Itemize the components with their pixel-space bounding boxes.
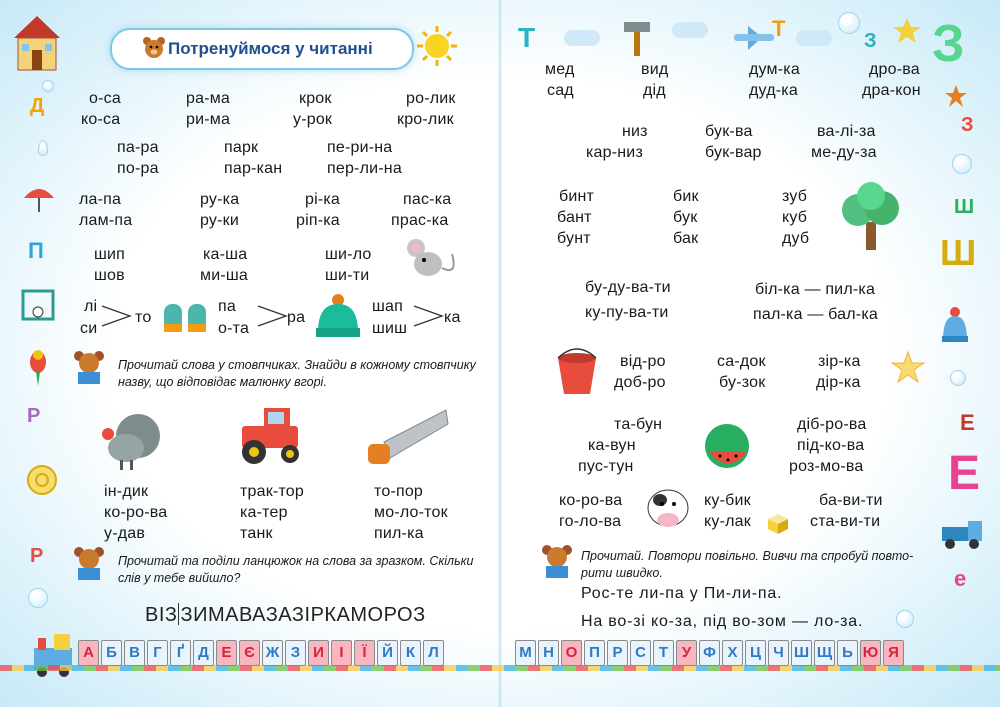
title-banner: [110, 28, 414, 70]
word: танк: [240, 525, 273, 542]
word: го-ло-ва: [559, 513, 622, 530]
alphabet-right: [515, 640, 904, 666]
word: ко-ро-ва: [559, 492, 623, 509]
side-letter: Т: [772, 16, 786, 41]
word: доб-ро: [614, 374, 666, 391]
turkey-icon: [94, 406, 164, 472]
word: парк: [224, 139, 259, 156]
raindrop-decoration: [38, 140, 48, 156]
alphabet-letter: Е: [216, 640, 237, 666]
word: пал-ка — бал-ка: [753, 306, 878, 323]
word: ку-лак: [704, 513, 751, 530]
word: від-ро: [620, 353, 666, 370]
word: па-ра: [117, 139, 159, 156]
instruction-text: Прочитай. Повтори повільно. Вивчи та спробуй повто-: [581, 549, 914, 563]
word: ку-пу-ва-ти: [585, 304, 669, 321]
cloud-decoration: [796, 30, 832, 46]
alphabet-letter: Ц: [745, 640, 766, 666]
word: вид: [641, 61, 669, 78]
reading-bear-icon: [70, 350, 108, 386]
bubble-decoration: [896, 610, 914, 628]
cube-icon: [766, 512, 790, 536]
syllable: ра: [287, 309, 306, 326]
mittens-icon: [160, 296, 212, 336]
alphabet-letter: Ю: [860, 640, 881, 666]
instruction-text: назву, що відповідає малюнку вгорі.: [118, 375, 327, 389]
word: крок: [299, 90, 332, 107]
snail-icon: [22, 460, 62, 500]
tractor-icon: [236, 404, 306, 468]
chain-rest: ЗИМАВАЗАЗІРКАМОРОЗ: [180, 604, 426, 626]
alphabet-left: [78, 640, 444, 666]
word: ка-тер: [240, 504, 288, 521]
word: біл-ка — пил-ка: [755, 281, 876, 298]
alphabet-letter: П: [584, 640, 605, 666]
instruction-text: слів у тебе вийшло?: [118, 571, 241, 585]
alphabet-letter: Т: [653, 640, 674, 666]
bear-face-icon: [142, 36, 166, 60]
alphabet-letter: Ч: [768, 640, 789, 666]
side-letter: Д: [30, 95, 45, 117]
word: пас-ка: [403, 191, 452, 208]
alphabet-letter: Н: [538, 640, 559, 666]
word: ро-лик: [406, 90, 456, 107]
alphabet-letter: Я: [883, 640, 904, 666]
word: дра-кон: [862, 82, 921, 99]
join-arrow-icon: [256, 302, 290, 330]
page-title: Потренуймося у читанні: [168, 39, 373, 58]
side-letter: П: [28, 238, 44, 263]
word: трак-тор: [240, 483, 304, 500]
word: сад: [547, 82, 574, 99]
word: бинт: [559, 188, 595, 205]
bubble-decoration: [952, 154, 972, 174]
side-letter: Е: [960, 410, 975, 435]
word: ва-лі-за: [817, 123, 876, 140]
word: ка-вун: [588, 437, 636, 454]
house-icon: [12, 14, 62, 74]
umbrella-icon: [22, 180, 56, 216]
star-icon: [892, 16, 922, 46]
alphabet-letter: Л: [423, 640, 444, 666]
alphabet-letter: Щ: [814, 640, 835, 666]
side-letter: Ш: [940, 232, 977, 273]
word: дуб: [782, 230, 810, 247]
word-chain: [145, 603, 426, 627]
word: пер-ли-на: [327, 160, 402, 177]
right-page: [500, 0, 1000, 707]
side-letter: е: [954, 566, 967, 591]
word: ба-ви-ти: [819, 492, 883, 509]
sun-icon: [415, 24, 459, 68]
word: під-ко-ва: [797, 437, 865, 454]
alphabet-letter: Ш: [791, 640, 812, 666]
word: дід: [643, 82, 666, 99]
star-icon: [890, 350, 926, 386]
hammer-icon: [622, 18, 652, 58]
knit-hat-icon: [940, 306, 970, 346]
word: ру-ка: [200, 191, 240, 208]
tongue-twister-line: Рос-те ли-па у Пи-ли-па.: [581, 585, 783, 602]
word: шов: [94, 267, 125, 284]
reading-bear-icon: [538, 544, 576, 580]
word: ру-ки: [200, 212, 239, 229]
syllable: лі: [84, 298, 98, 315]
syllable: шап: [372, 298, 403, 315]
word: та-бун: [614, 416, 663, 433]
alphabet-letter: О: [561, 640, 582, 666]
toy-truck-icon: [940, 515, 984, 551]
word: са-док: [717, 353, 766, 370]
side-letter: Ш: [954, 196, 975, 218]
word: мед: [545, 61, 575, 78]
alphabet-letter: М: [515, 640, 536, 666]
word: бик: [673, 188, 699, 205]
syllable: ка: [444, 309, 461, 326]
instruction-text: Прочитай та поділи ланцюжок на слова за зразком. Скільки: [118, 554, 474, 568]
syllable: па: [218, 298, 236, 315]
alphabet-letter: К: [400, 640, 421, 666]
word: прас-ка: [391, 212, 449, 229]
word: ку-бик: [704, 492, 751, 509]
word: ко-ро-ва: [104, 504, 168, 521]
side-letter: Е: [948, 447, 981, 500]
alphabet-letter: Д: [193, 640, 214, 666]
word: шип: [94, 246, 126, 263]
alphabet-letter: С: [630, 640, 651, 666]
side-letter: Р: [30, 545, 44, 567]
tree-icon: [836, 182, 906, 254]
word: дум-ка: [749, 61, 800, 78]
word: зуб: [782, 188, 808, 205]
word: роз-мо-ва: [789, 458, 864, 475]
word: куб: [782, 209, 808, 226]
word: ріп-ка: [296, 212, 340, 229]
flower-icon: [944, 84, 968, 108]
bubble-decoration: [28, 588, 48, 608]
side-letter: З: [864, 30, 877, 52]
word: рі-ка: [305, 191, 341, 208]
alphabet-letter: Г: [147, 640, 168, 666]
syllable: си: [80, 320, 98, 337]
goal-icon: [20, 288, 56, 322]
word: ста-ви-ти: [810, 513, 881, 530]
alphabet-letter: Ґ: [170, 640, 191, 666]
parrot-icon: [26, 348, 50, 388]
word: ми-ша: [200, 267, 248, 284]
side-letter: Р: [27, 405, 41, 427]
chain-sample-word: ВІЗ: [145, 604, 178, 626]
word: діб-ро-ва: [797, 416, 867, 433]
word: дір-ка: [816, 374, 861, 391]
word: мо-ло-ток: [374, 504, 448, 521]
instruction-text: рити швидко.: [581, 566, 663, 580]
tongue-twister-line: На во-зі ко-за, під во-зом — ло-за.: [581, 613, 864, 630]
alphabet-letter: І: [331, 640, 352, 666]
word: по-ра: [117, 160, 159, 177]
alphabet-letter: У: [676, 640, 697, 666]
alphabet-letter: Б: [101, 640, 122, 666]
alphabet-letter: Ї: [354, 640, 375, 666]
word: пил-ка: [374, 525, 424, 542]
word: низ: [622, 123, 648, 140]
word: о-са: [89, 90, 121, 107]
word: ме-ду-за: [811, 144, 877, 161]
word: ри-ма: [186, 111, 231, 128]
mouse-icon: [402, 236, 462, 286]
word: бак: [673, 230, 699, 247]
alphabet-letter: З: [285, 640, 306, 666]
word: ра-ма: [186, 90, 231, 107]
syllable: о-та: [218, 320, 250, 337]
watermelon-icon: [698, 418, 756, 474]
word: бунт: [557, 230, 591, 247]
knit-hat-icon: [312, 292, 362, 342]
join-arrow-icon: [412, 302, 446, 330]
alphabet-letter: В: [124, 640, 145, 666]
word: бу-зок: [719, 374, 766, 391]
alphabet-letter: Х: [722, 640, 743, 666]
alphabet-letter: Ф: [699, 640, 720, 666]
alphabet-letter: А: [78, 640, 99, 666]
alphabet-letter: Й: [377, 640, 398, 666]
word: бук: [673, 209, 698, 226]
alphabet-letter: Є: [239, 640, 260, 666]
bubble-decoration: [42, 80, 54, 92]
word: бук-ва: [705, 123, 753, 140]
word: дро-ва: [869, 61, 920, 78]
airplane-icon: [730, 22, 778, 52]
word: зір-ка: [818, 353, 861, 370]
word: ін-дик: [104, 483, 149, 500]
word: у-дав: [104, 525, 146, 542]
instruction-text: Прочитай слова у стовпчиках. Знайди в кожному стовпчику: [118, 358, 476, 372]
word: то-пор: [374, 483, 424, 500]
word: ши-ло: [325, 246, 372, 263]
side-letter: З: [932, 15, 965, 73]
word: бук-вар: [705, 144, 762, 161]
cow-icon: [640, 484, 696, 532]
syllable: шиш: [372, 320, 408, 337]
saw-icon: [366, 404, 450, 468]
word: дуд-ка: [749, 82, 798, 99]
cloud-decoration: [564, 30, 600, 46]
alphabet-letter: Р: [607, 640, 628, 666]
word: у-рок: [293, 111, 333, 128]
cloud-decoration: [672, 22, 708, 38]
word: пе-ри-на: [327, 139, 393, 156]
bucket-icon: [552, 344, 602, 398]
syllable: то: [135, 309, 152, 326]
word: ко-са: [81, 111, 121, 128]
alphabet-letter: Ь: [837, 640, 858, 666]
alphabet-letter: Ж: [262, 640, 283, 666]
word: ши-ти: [325, 267, 370, 284]
bubble-decoration: [950, 370, 966, 386]
word: лам-па: [79, 212, 133, 229]
join-arrow-icon: [100, 302, 134, 330]
word: кар-низ: [586, 144, 643, 161]
word: бант: [557, 209, 592, 226]
bubble-decoration: [838, 12, 860, 34]
word: пар-кан: [224, 160, 283, 177]
word: пус-тун: [578, 458, 634, 475]
side-letter: Т: [518, 22, 536, 53]
reading-bear-icon: [70, 546, 108, 582]
word: ка-ша: [203, 246, 248, 263]
word: ла-па: [79, 191, 122, 208]
word: бу-ду-ва-ти: [585, 279, 671, 296]
word: кро-лик: [397, 111, 454, 128]
side-letter: З: [961, 114, 974, 136]
alphabet-letter: И: [308, 640, 329, 666]
